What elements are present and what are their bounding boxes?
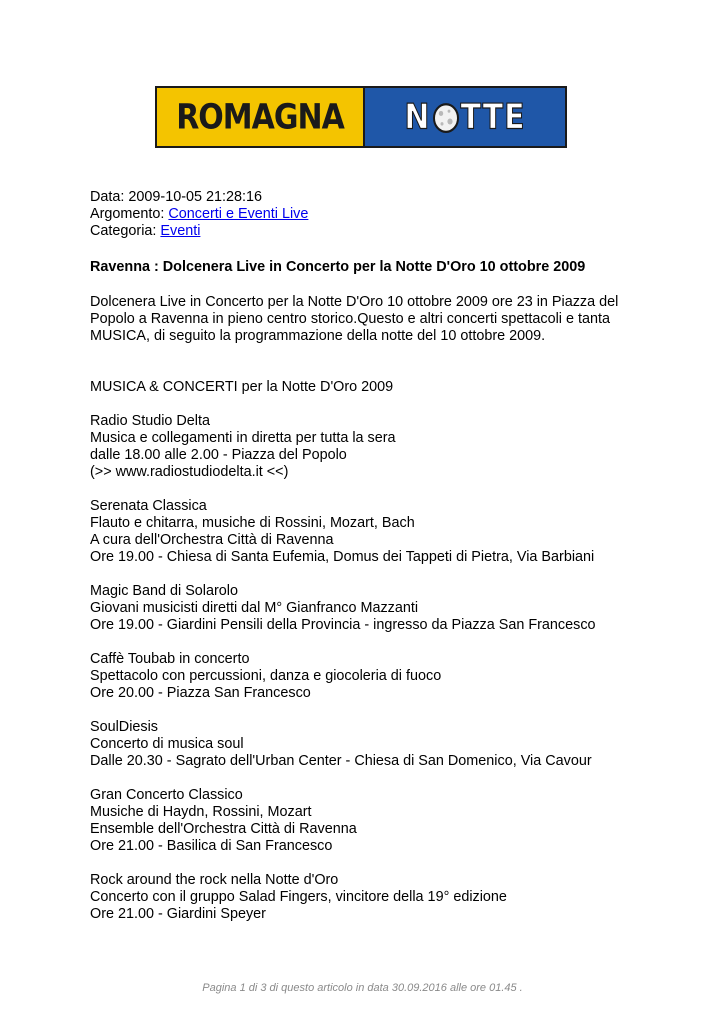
event-item: [90, 413, 690, 481]
date-value: 2009-10-05 21:28:16: [128, 189, 263, 205]
page-footer: Pagina 1 di 3 di questo articolo in data 30.09.2016 alle ore 01.45 .: [202, 982, 523, 994]
site-logo[interactable]: [155, 86, 567, 148]
intro-line: Dolcenera Live in Concerto per la Notte D'Oro 10 ottobre 2009 ore 23 in Piazza del: [90, 294, 619, 310]
event-line: Concerto di musica soul: [90, 736, 244, 752]
event-line: Spettacolo con percussioni, danza e giocoleria di fuoco: [90, 668, 442, 684]
event-line: Ore 19.00 - Giardini Pensili della Provincia - ingresso da Piazza San Francesco: [90, 617, 596, 633]
event-line: Ore 19.00 - Chiesa di Santa Eufemia, Domus dei Tappeti di Pietra, Via Barbiani: [90, 549, 595, 565]
section-title: MUSICA & CONCERTI per la Notte D'Oro 2009: [90, 379, 394, 395]
event-line: Ensemble dell'Orchestra Città di Ravenna: [90, 821, 357, 837]
category-line: [90, 223, 690, 240]
event-line: Giovani musicisti diretti dal M° Gianfranco Mazzanti: [90, 600, 419, 616]
logo-left-panel: [157, 88, 365, 146]
event-line: Ore 21.00 - Giardini Speyer: [90, 906, 266, 922]
event-item: [90, 583, 690, 634]
logo-text-romagna: ROMAGNA: [176, 96, 344, 138]
event-name: SoulDiesis: [90, 719, 158, 735]
logo-text-notte: [404, 97, 525, 137]
intro-line: MUSICA, di seguito la programmazione della notte del 10 ottobre 2009.: [90, 328, 546, 344]
intro-line: Popolo a Ravenna in pieno centro storico.Questo e altri concerti spettacoli e tanta: [90, 311, 610, 327]
article-title: Ravenna : Dolcenera Live in Concerto per la Notte D'Oro 10 ottobre 2009: [90, 259, 586, 275]
event-item: [90, 719, 690, 770]
logo-right-panel: [365, 88, 565, 146]
event-item: [90, 651, 690, 702]
event-line: Musiche di Haydn, Rossini, Mozart: [90, 804, 312, 820]
event-line: (>> www.radiostudiodelta.it <<): [90, 464, 289, 480]
date-label: Data:: [90, 189, 125, 205]
moon-icon: [432, 101, 460, 133]
event-item: [90, 498, 690, 566]
category-label: Categoria:: [90, 223, 157, 239]
event-name: Serenata Classica: [90, 498, 207, 514]
event-line: Musica e collegamenti in diretta per tutta la sera: [90, 430, 396, 446]
event-name: Gran Concerto Classico: [90, 787, 243, 803]
event-name: Radio Studio Delta: [90, 413, 210, 429]
event-line: Concerto con il gruppo Salad Fingers, vincitore della 19° edizione: [90, 889, 507, 905]
event-line: Dalle 20.30 - Sagrato dell'Urban Center - Chiesa di San Domenico, Via Cavour: [90, 753, 592, 769]
event-name: Caffè Toubab in concerto: [90, 651, 250, 667]
topic-link[interactable]: Concerti e Eventi Live: [168, 206, 309, 222]
event-line: Flauto e chitarra, musiche di Rossini, Mozart, Bach: [90, 515, 415, 531]
event-name: Magic Band di Solarolo: [90, 583, 238, 599]
event-name: Rock around the rock nella Notte d'Oro: [90, 872, 339, 888]
event-line: Ore 21.00 - Basilica di San Francesco: [90, 838, 333, 854]
event-line: A cura dell'Orchestra Città di Ravenna: [90, 532, 334, 548]
event-line: Ore 20.00 - Piazza San Francesco: [90, 685, 311, 701]
topic-label: Argomento:: [90, 206, 165, 222]
topic-line: [90, 206, 690, 223]
logo-text-notte-n: N: [404, 96, 431, 138]
category-link[interactable]: Eventi: [160, 223, 201, 239]
date-line: [90, 189, 690, 206]
event-item: [90, 872, 690, 923]
logo-text-notte-tte: TTE: [460, 96, 526, 138]
event-item: [90, 787, 690, 855]
event-line: dalle 18.00 alle 2.00 - Piazza del Popolo: [90, 447, 347, 463]
article-content: [90, 189, 690, 923]
article-intro: [90, 294, 690, 345]
